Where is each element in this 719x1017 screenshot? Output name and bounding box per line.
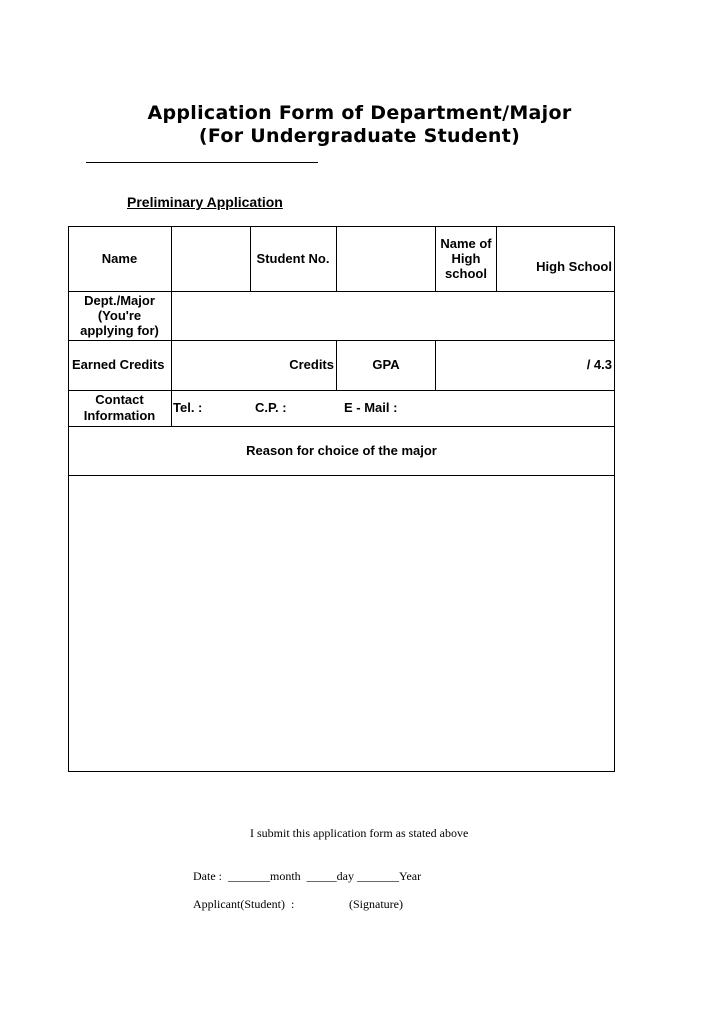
dept-label-1: Dept./Major [84,293,155,308]
high-school-value[interactable]: High School [536,259,612,274]
section-heading: Preliminary Application [127,194,283,210]
email-label[interactable]: E - Mail : [344,400,398,415]
contact-label-1: Contact [95,392,144,407]
date-line[interactable]: Date : _______month _____day _______Year [193,869,422,883]
high-school-label-1: Name of [440,236,492,251]
high-school-label-2: High [451,251,481,266]
title-rule [86,162,318,163]
submit-statement: I submit this application form as stated above [250,826,469,840]
col-separator [171,390,172,426]
applicant-label: Applicant(Student) : [193,897,295,911]
reason-textarea[interactable] [69,476,614,771]
cp-label[interactable]: C.P. : [255,400,287,415]
high-school-label-3: school [445,266,487,281]
dept-label-3: applying for) [80,323,159,338]
name-field[interactable] [172,227,250,291]
gpa-scale: / 4.3 [586,357,612,372]
col-separator [435,340,436,390]
gpa-label: GPA [372,357,400,372]
student-no-field[interactable] [337,227,435,291]
border-bottom [68,771,615,772]
reason-label: Reason for choice of the major [246,443,437,458]
signature-label[interactable]: (Signature) [349,897,403,911]
dept-major-field[interactable] [172,292,614,339]
earned-credits-label: Earned Credits [72,357,165,372]
form-title-line2: (For Undergraduate Student) [198,125,521,147]
row-separator [68,390,615,391]
contact-label-2: Information [83,408,156,423]
credits-unit: Credits [289,357,334,372]
border-right [614,226,615,772]
form-title-line1: Application Form of Department/Major [147,102,572,124]
name-label: Name [101,251,138,266]
row-separator [68,426,615,427]
tel-label[interactable]: Tel. : [173,400,203,415]
student-no-label: Student No. [256,251,330,266]
dept-label-2: (You're [97,308,142,323]
